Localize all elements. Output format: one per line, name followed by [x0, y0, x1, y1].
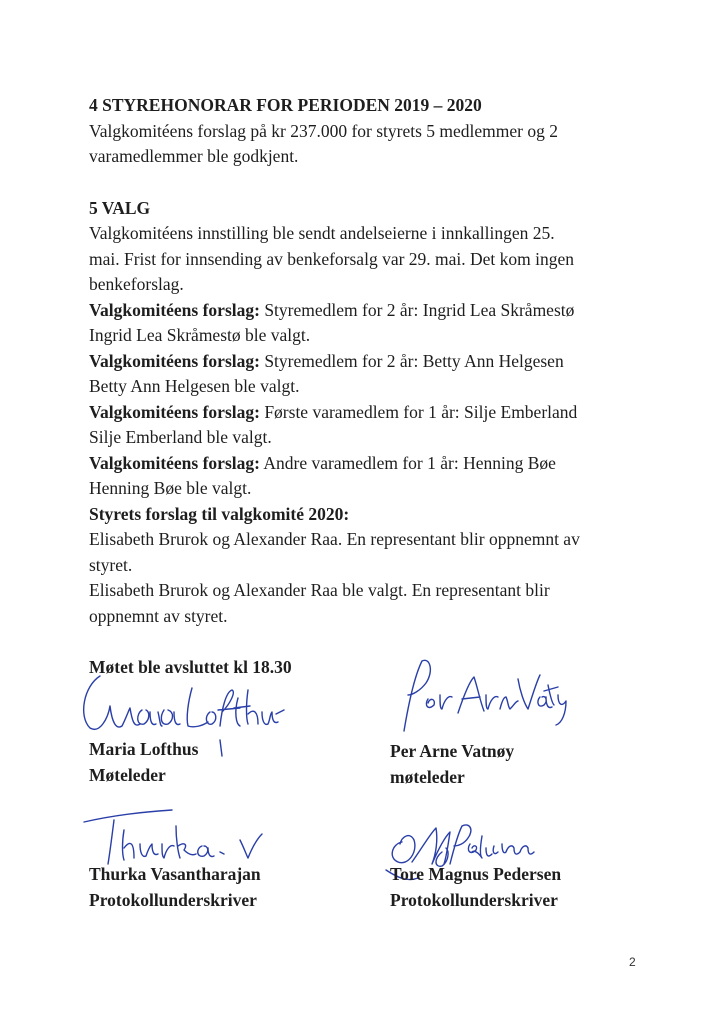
signer-role: Protokollunderskriver — [89, 889, 257, 910]
proposal-line — [89, 298, 649, 324]
proposal-text: Første varamedlem for 1 år: Silje Emberland — [259, 401, 578, 422]
proposal-result: Silje Emberland ble valgt. — [89, 427, 272, 447]
signature-block-maria — [89, 737, 198, 788]
section-4-line: Valgkomitéens forslag på kr 237.000 for styrets 5 medlemmer og 2 — [89, 120, 558, 141]
page-number: 2 — [629, 955, 636, 969]
proposal-line — [89, 451, 649, 477]
meeting-closed-text: Møtet ble avsluttet kl 18.30 — [89, 657, 292, 677]
proposal-result: Henning Bøe ble valgt. — [89, 478, 252, 498]
signer-role: Protokollunderskriver — [390, 889, 558, 910]
proposal-result: Ingrid Lea Skråmestø ble valgt. — [89, 325, 311, 345]
section-5-heading: 5 VALG — [89, 197, 151, 218]
proposal-text: Styremedlem for 2 år: Betty Ann Helgesen — [259, 350, 564, 371]
proposal-text: Styremedlem for 2 år: Ingrid Lea Skråmestø — [259, 299, 575, 320]
signature-block-thurka — [89, 862, 261, 913]
signer-name: Tore Magnus Pedersen — [390, 864, 562, 884]
board-proposal-line: styret. — [89, 554, 133, 575]
proposal-label: Valgkomitéens forslag: — [89, 350, 260, 371]
signer-name: Thurka Vasantharajan — [89, 864, 261, 884]
signature-thurka-vasantharajan — [80, 800, 270, 870]
section-5-intro-line: benkeforslag. — [89, 274, 184, 294]
proposal-line — [89, 400, 649, 426]
signature-per-arne-vatnoy — [398, 655, 573, 740]
signature-block-per-arne — [390, 739, 514, 790]
board-proposal-heading: Styrets forslag til valgkomité 2020: — [89, 503, 350, 524]
signer-name: Per Arne Vatnøy — [390, 741, 515, 761]
minutes-body — [89, 93, 649, 629]
section-4-heading: 4 STYREHONORAR FOR PERIODEN 2019 – 2020 — [89, 95, 482, 115]
proposal-text: Andre varamedlem for 1 år: Henning Bøe — [259, 452, 556, 473]
proposal-label: Valgkomitéens forslag: — [89, 401, 260, 422]
section-5-intro-line: Valgkomitéens innstilling ble sendt andelseierne i innkallingen 25. — [89, 223, 555, 243]
signer-role: Møteleder — [89, 764, 166, 785]
board-proposal-line: Elisabeth Brurok og Alexander Raa. En representant blir oppnemnt av — [89, 529, 580, 549]
proposal-label: Valgkomitéens forslag: — [89, 452, 260, 473]
signature-block-tore — [390, 862, 561, 913]
section-4-line: varamedlemmer ble godkjent. — [89, 146, 299, 166]
section-5-intro-line: mai. Frist for innsending av benkeforsalg var 29. mai. Det kom ingen — [89, 248, 575, 269]
board-proposal-line: Elisabeth Brurok og Alexander Raa ble valgt. En representant blir — [89, 580, 550, 600]
board-proposal-line: oppnemnt av styret. — [89, 605, 228, 626]
proposal-line — [89, 349, 649, 375]
proposal-result: Betty Ann Helgesen ble valgt. — [89, 376, 300, 396]
spacer — [89, 170, 649, 196]
signer-name: Maria Lofthus — [89, 739, 199, 759]
proposal-label: Valgkomitéens forslag: — [89, 299, 260, 320]
signer-role: møteleder — [390, 766, 465, 787]
